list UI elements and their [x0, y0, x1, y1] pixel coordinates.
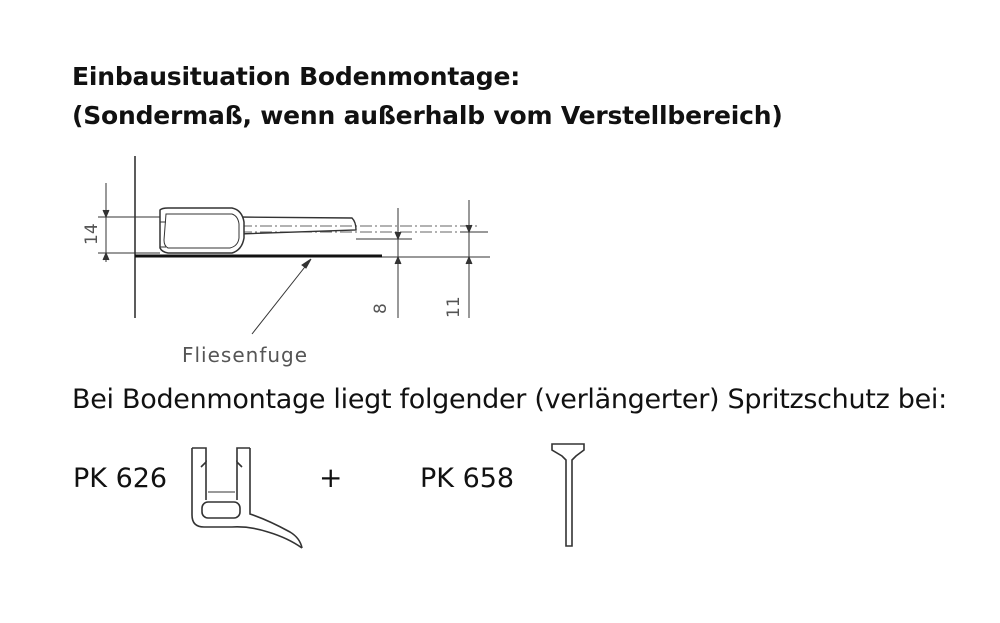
glass-panel: [238, 217, 480, 234]
dimension-11: [460, 200, 488, 318]
dimension-8-label: 8: [371, 303, 391, 314]
callout-label: Fliesenfuge: [182, 343, 309, 367]
dimension-14-label: 14: [82, 223, 102, 245]
part-label-pk626: PK 626: [73, 463, 168, 494]
pk-626-profile: [192, 448, 302, 548]
heading-line-2: (Sondermaß, wenn außerhalb vom Verstellbereich): [72, 101, 783, 130]
plus-sign: +: [319, 461, 343, 494]
dimension-14: [98, 183, 160, 262]
part-label-pk658: PK 658: [420, 463, 515, 494]
included-parts-sentence: Bei Bodenmontage liegt folgender (verlängerter) Spritzschutz bei:: [72, 384, 947, 415]
callout-arrow: [252, 259, 311, 334]
heading-line-1: Einbausituation Bodenmontage:: [72, 62, 521, 91]
dimension-11-label: 11: [444, 296, 464, 318]
pk-658-profile: [552, 444, 584, 546]
seal-profile: [160, 208, 244, 253]
